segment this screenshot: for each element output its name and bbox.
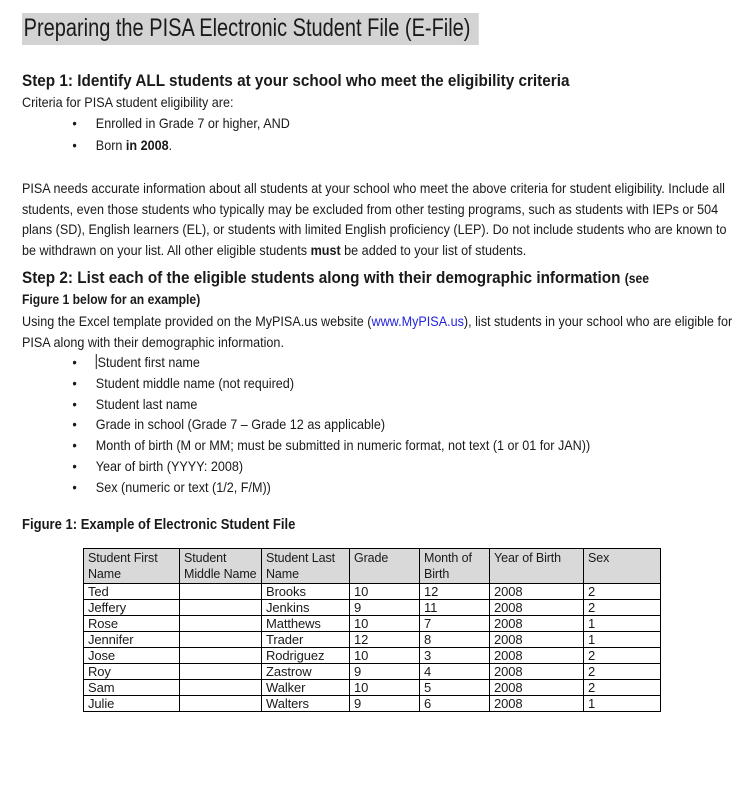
mypisa-link[interactable]: www.MyPISA.us: [371, 313, 464, 330]
table-cell: Trader: [262, 632, 350, 648]
table-cell: 10: [350, 584, 420, 600]
column-header: Student Middle Name: [180, 549, 262, 584]
student-table: [83, 548, 661, 712]
student-table-wrap: [83, 548, 737, 712]
list-item: • Student middle name (not required): [72, 373, 733, 394]
step1-paragraph: PISA needs accurate information about all students at your school who meet the above criteria for student eligibility. Include all students, even those students who typically may be excluded from other testing programs, such as students with IEPs or 504 plans (SD), English learners (EL), or students with limited English proficiency (LEP). Do not include students who are known to be withdrawn on your list. All other eligible students must be added to your list of students.: [22, 180, 727, 258]
table-cell: Jeffery: [84, 600, 180, 616]
eligibility-list: [22, 112, 733, 156]
column-header: Month of Birth: [420, 549, 490, 584]
table-cell: Brooks: [262, 584, 350, 600]
table-cell: 2008: [490, 680, 584, 696]
table-cell: 8: [420, 632, 490, 648]
table-row: [84, 600, 661, 616]
table-cell: Walters: [262, 696, 350, 712]
column-header: Grade: [350, 549, 420, 584]
table-cell: 9: [350, 600, 420, 616]
table-cell: Jenkins: [262, 600, 350, 616]
table-cell: 2: [584, 680, 661, 696]
column-header: Student First Name: [84, 549, 180, 584]
fields-list: [22, 352, 733, 497]
table-cell: Walker: [262, 680, 350, 696]
list-item: • Student first name: [72, 352, 733, 373]
table-cell: 11: [420, 600, 490, 616]
table-cell: 2: [584, 664, 661, 680]
step2-heading-note: Figure 1 below for an example): [22, 292, 201, 308]
table-header-row: [84, 549, 661, 584]
step2-heading: Step 2: List each of the eligible students along with their demographic information (see Figure 1 below for an example): [22, 268, 650, 308]
table-cell: Jennifer: [84, 632, 180, 648]
table-cell: 6: [420, 696, 490, 712]
table-cell: 7: [420, 616, 490, 632]
list-item: • Month of birth (M or MM; must be submitted in numeric format, not text (1 or 01 for JAN)): [72, 435, 733, 456]
table-cell: 2008: [490, 600, 584, 616]
table-cell: 1: [584, 616, 661, 632]
column-header: Sex: [584, 549, 661, 584]
table-cell: Rose: [84, 616, 180, 632]
table-cell: 1: [584, 696, 661, 712]
table-cell: 2: [584, 600, 661, 616]
list-item: • Born in 2008.: [72, 134, 733, 156]
table-cell: 3: [420, 648, 490, 664]
table-cell: 9: [350, 696, 420, 712]
page-title: Preparing the PISA Electronic Student File (E-File): [22, 13, 478, 45]
list-item: • Year of birth (YYYY: 2008): [72, 456, 733, 477]
table-cell: 2008: [490, 664, 584, 680]
text-cursor: [96, 354, 97, 369]
table-cell: 4: [420, 664, 490, 680]
list-item: • Enrolled in Grade 7 or higher, AND: [72, 112, 733, 134]
table-row: [84, 584, 661, 600]
step1-heading: Step 1: Identify ALL students at your school who meet the eligibility criteria: [22, 71, 570, 90]
step2-paragraph: Using the Excel template provided on the MyPISA.us website (www.MyPISA.us), list students in your school who are eligible for PISA along with their demographic information.: [22, 313, 733, 350]
document-title-block: [22, 10, 726, 46]
table-cell: 12: [420, 584, 490, 600]
list-item: • Sex (numeric or text (1/2, F/M)): [72, 477, 733, 498]
table-cell: 2: [584, 584, 661, 600]
table-cell: 2008: [490, 632, 584, 648]
column-header: Year of Birth: [490, 549, 584, 584]
step1-intro: Criteria for PISA student eligibility are:: [22, 94, 234, 110]
table-row: [84, 632, 661, 648]
table-cell: [180, 632, 262, 648]
table-cell: 2008: [490, 696, 584, 712]
table-cell: 2: [584, 648, 661, 664]
table-cell: 1: [584, 632, 661, 648]
student-table-header: [84, 549, 661, 584]
table-cell: 2008: [490, 648, 584, 664]
table-cell: [180, 696, 262, 712]
table-cell: 2008: [490, 616, 584, 632]
table-row: [84, 616, 661, 632]
table-cell: [180, 648, 262, 664]
table-cell: 10: [350, 648, 420, 664]
step2-heading-note: (see: [624, 271, 650, 287]
table-cell: 9: [350, 664, 420, 680]
table-row: [84, 696, 661, 712]
table-cell: 2008: [490, 584, 584, 600]
document-page: [0, 10, 737, 785]
table-row: [84, 664, 661, 680]
table-cell: Roy: [84, 664, 180, 680]
table-cell: Matthews: [262, 616, 350, 632]
table-cell: Zastrow: [262, 664, 350, 680]
table-row: [84, 680, 661, 696]
table-cell: Julie: [84, 696, 180, 712]
figure-caption: Figure 1: Example of Electronic Student File: [22, 517, 296, 534]
table-cell: 10: [350, 616, 420, 632]
table-cell: 10: [350, 680, 420, 696]
table-cell: 12: [350, 632, 420, 648]
list-item: • Grade in school (Grade 7 – Grade 12 as applicable): [72, 414, 733, 435]
table-cell: Sam: [84, 680, 180, 696]
table-cell: Jose: [84, 648, 180, 664]
table-cell: [180, 600, 262, 616]
table-cell: [180, 680, 262, 696]
table-cell: Ted: [84, 584, 180, 600]
table-row: [84, 648, 661, 664]
table-cell: 5: [420, 680, 490, 696]
list-item: • Student last name: [72, 394, 733, 415]
column-header: Student Last Name: [262, 549, 350, 584]
table-cell: [180, 616, 262, 632]
student-table-body: [84, 584, 661, 712]
table-cell: Rodriguez: [262, 648, 350, 664]
table-cell: [180, 664, 262, 680]
table-cell: [180, 584, 262, 600]
